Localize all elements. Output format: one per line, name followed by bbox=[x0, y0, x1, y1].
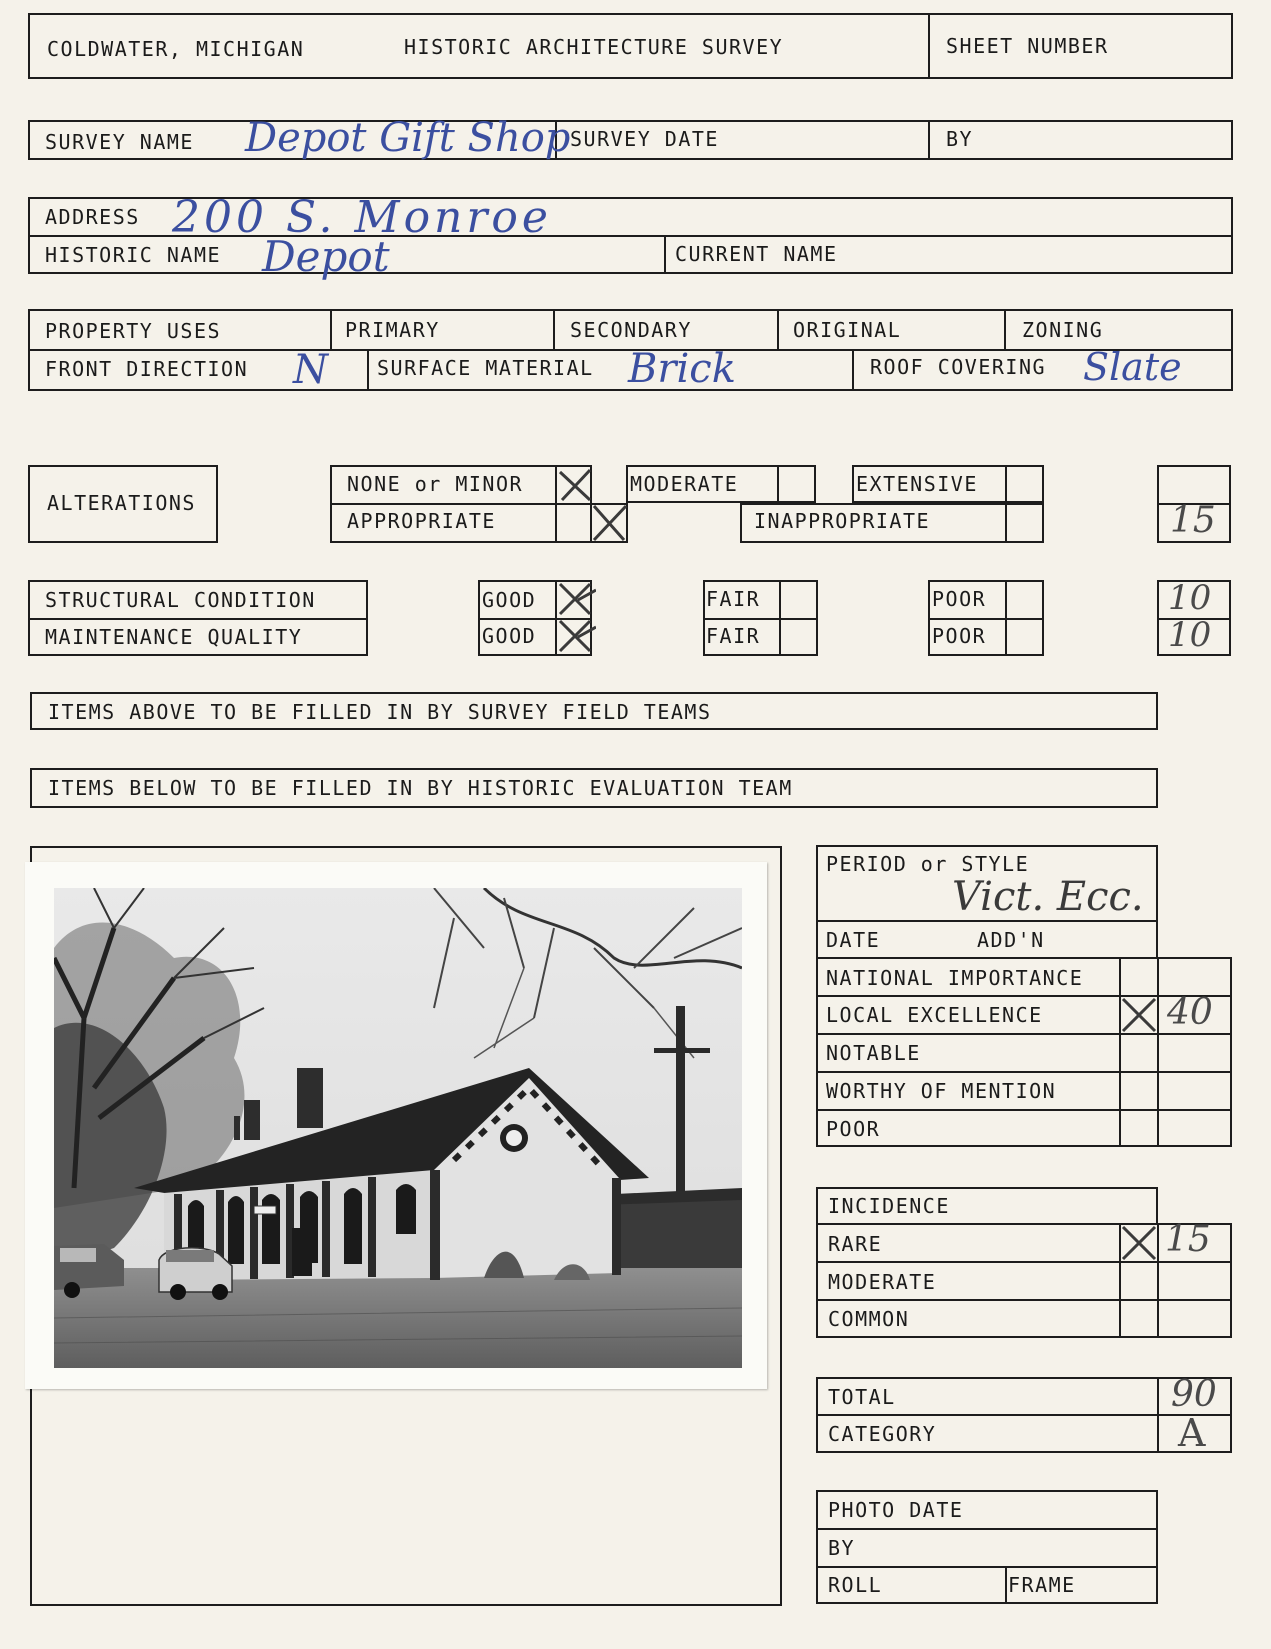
inappropriate-label: INAPPROPRIATE bbox=[754, 509, 931, 533]
secondary-label: SECONDARY bbox=[570, 318, 692, 342]
notable-label: NOTABLE bbox=[826, 1041, 921, 1065]
extensive-label: EXTENSIVE bbox=[856, 472, 978, 496]
property-uses-label: PROPERTY USES bbox=[45, 319, 222, 343]
photo-by-label: BY bbox=[828, 1536, 856, 1560]
poor-label: POOR bbox=[826, 1117, 881, 1141]
zoning-label: ZONING bbox=[1022, 318, 1104, 342]
structural-good-check-icon bbox=[556, 580, 596, 620]
roof-covering-label: ROOF COVERING bbox=[870, 355, 1047, 379]
rare-score: 15 bbox=[1165, 1219, 1211, 1260]
structural-poor-label: POOR bbox=[932, 587, 987, 611]
structural-fair-label: FAIR bbox=[706, 587, 761, 611]
photo-date-label: PHOTO DATE bbox=[828, 1498, 964, 1522]
moderate-label: MODERATE bbox=[630, 472, 739, 496]
original-label: ORIGINAL bbox=[793, 318, 902, 342]
addn-label: ADD'N bbox=[977, 928, 1045, 952]
front-direction-value: N bbox=[293, 347, 328, 393]
building-photo bbox=[54, 888, 742, 1368]
address-label: ADDRESS bbox=[45, 205, 140, 229]
surface-material-value: Brick bbox=[628, 346, 736, 392]
survey-name-label: SURVEY NAME bbox=[45, 130, 194, 154]
survey-by-label: BY bbox=[946, 127, 974, 151]
depot-photo-illustration bbox=[54, 888, 742, 1368]
national-importance-label: NATIONAL IMPORTANCE bbox=[826, 966, 1084, 990]
moderate-incidence-label: MODERATE bbox=[828, 1270, 937, 1294]
historic-name-label: HISTORIC NAME bbox=[45, 243, 222, 267]
structural-score: 10 bbox=[1168, 578, 1212, 618]
alterations-score: 15 bbox=[1170, 500, 1216, 541]
local-excellence-label: LOCAL EXCELLENCE bbox=[826, 1003, 1043, 1027]
common-label: COMMON bbox=[828, 1307, 910, 1331]
note-above: ITEMS ABOVE TO BE FILLED IN BY SURVEY FIELD TEAMS bbox=[48, 700, 712, 724]
survey-name-value: Depot Gift Shop bbox=[245, 115, 571, 161]
roll-label: ROLL bbox=[828, 1573, 883, 1597]
appropriate-label: APPROPRIATE bbox=[347, 509, 496, 533]
none-minor-check-icon bbox=[556, 466, 596, 506]
maintenance-good-label: GOOD bbox=[482, 624, 537, 648]
none-minor-label: NONE or MINOR bbox=[347, 472, 524, 496]
structural-good-label: GOOD bbox=[482, 588, 537, 612]
form-title: HISTORIC ARCHITECTURE SURVEY bbox=[404, 35, 784, 59]
maintenance-label: MAINTENANCE QUALITY bbox=[45, 625, 303, 649]
current-name-label: CURRENT NAME bbox=[675, 242, 838, 266]
surface-material-label: SURFACE MATERIAL bbox=[377, 356, 594, 380]
survey-date-label: SURVEY DATE bbox=[570, 127, 719, 151]
frame-label: FRAME bbox=[1008, 1573, 1076, 1597]
category-label: CATEGORY bbox=[828, 1422, 937, 1446]
local-excellence-score: 40 bbox=[1167, 992, 1213, 1033]
address-value: 200 S. Monroe bbox=[172, 192, 552, 243]
rare-label: RARE bbox=[828, 1232, 883, 1256]
alterations-label: ALTERATIONS bbox=[47, 491, 196, 515]
local-excellence-check-icon bbox=[1119, 995, 1159, 1035]
date-label: DATE bbox=[826, 928, 881, 952]
city-label: COLDWATER, MICHIGAN bbox=[47, 37, 305, 61]
note-below: ITEMS BELOW TO BE FILLED IN BY HISTORIC EVALUATION TEAM bbox=[48, 776, 793, 800]
appropriate-check-icon bbox=[590, 502, 630, 544]
roof-covering-value: Slate bbox=[1083, 345, 1182, 389]
sheet-number-label: SHEET NUMBER bbox=[946, 34, 1109, 58]
front-direction-label: FRONT DIRECTION bbox=[45, 357, 249, 381]
primary-label: PRIMARY bbox=[345, 318, 440, 342]
structural-label: STRUCTURAL CONDITION bbox=[45, 588, 316, 612]
maintenance-good-check-icon bbox=[556, 617, 596, 657]
maintenance-poor-label: POOR bbox=[932, 624, 987, 648]
category-value: A bbox=[1178, 1411, 1206, 1455]
period-label: PERIOD or STYLE bbox=[826, 852, 1030, 876]
period-value: Vict. Ecc. bbox=[952, 874, 1144, 920]
worthy-label: WORTHY OF MENTION bbox=[826, 1079, 1057, 1103]
incidence-label: INCIDENCE bbox=[828, 1194, 950, 1218]
maintenance-score: 10 bbox=[1168, 615, 1212, 655]
maintenance-fair-label: FAIR bbox=[706, 624, 761, 648]
historic-name-value: Depot bbox=[262, 232, 390, 281]
rare-check-icon bbox=[1119, 1223, 1159, 1263]
total-value: 90 bbox=[1171, 1374, 1217, 1415]
total-label: TOTAL bbox=[828, 1385, 896, 1409]
